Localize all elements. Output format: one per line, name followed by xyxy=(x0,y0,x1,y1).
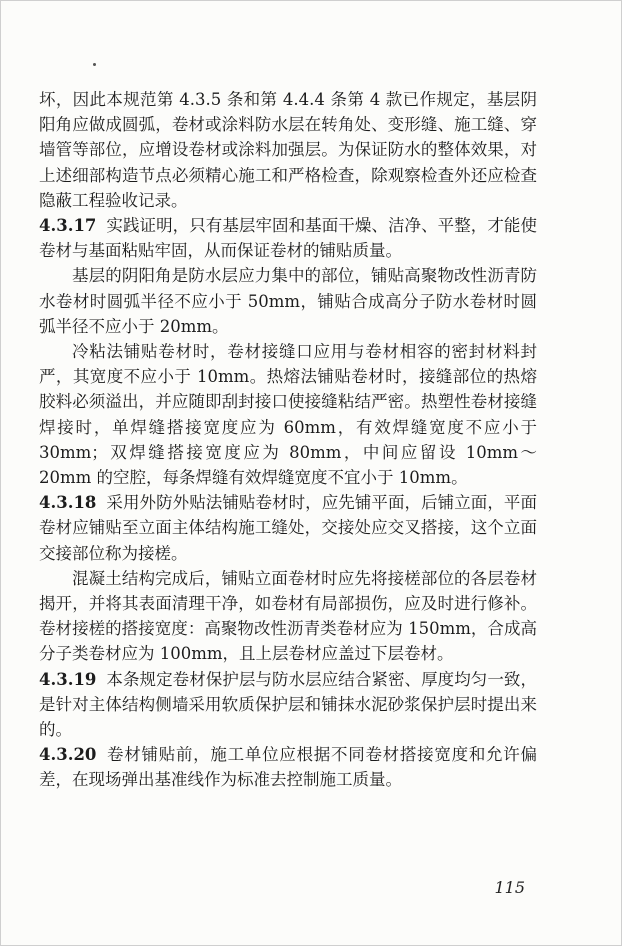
paragraph-text: 实践证明，只有基层牢固和基面干燥、洁净、平整，才能使卷材与基面粘贴牢固，从而保证卷材的铺贴质量。 xyxy=(39,216,537,261)
clause-4-3-19 xyxy=(39,667,537,743)
clause-number: 4.3.17 xyxy=(39,216,97,236)
paragraph-text: 基层的阴阳角是防水层应力集中的部位，铺贴高聚物改性沥青防水卷材时圆弧半径不应小于 50mm，铺贴合成高分子防水卷材时圆弧半径不应小于 20mm。 xyxy=(39,266,537,336)
paragraph-lap-joint xyxy=(39,566,537,667)
clause-number: 4.3.20 xyxy=(39,745,97,765)
paragraph-text: 采用外防外贴法铺贴卷材时，应先铺平面，后铺立面，平面卷材应铺贴至立面主体结构施工缝处，交接处应交叉搭接，这个立面交接部位称为接槎。 xyxy=(39,493,537,563)
page-number: 115 xyxy=(494,878,525,897)
paragraph-continuation xyxy=(39,87,537,213)
paragraph-text: 卷材铺贴前，施工单位应根据不同卷材搭接宽度和允许偏差，在现场弹出基准线作为标准去控制施工质量。 xyxy=(39,745,537,790)
clause-4-3-17 xyxy=(39,213,537,263)
paragraph-text: 本条规定卷材保护层与防水层应结合紧密、厚度均匀一致，是针对主体结构侧墙采用软质保护层和铺抹水泥砂浆保护层时提出来的。 xyxy=(39,669,537,740)
clause-number: 4.3.18 xyxy=(39,493,97,513)
ink-dot xyxy=(93,63,96,66)
clause-number: 4.3.19 xyxy=(39,669,97,689)
clause-4-3-20 xyxy=(39,742,537,792)
body-text xyxy=(39,87,537,793)
paragraph-text: 混凝土结构完成后，铺贴立面卷材时应先将接槎部位的各层卷材揭开，并将其表面清理干净，如卷材有局部损伤，应及时进行修补。卷材接槎的搭接宽度：高聚物改性沥青类卷材应为 150mm，合成高分子类卷材应为 100mm，且上层卷材应盖过下层卷材。 xyxy=(39,568,537,664)
paragraph-text: 冷粘法铺贴卷材时，卷材接缝口应用与卷材相容的密封材料封严，其宽度不应小于 10mm。热熔法铺贴卷材时，接缝部位的热熔胶料必须溢出，并应随即刮封接口使接缝粘结严密。热塑性卷材接缝焊接时，单焊缝搭接宽度应为 60mm，有效焊缝宽度不应小于 30mm；双焊缝搭接宽度应为 80mm，中间应留设 10mm～20mm 的空腔，每条焊缝有效焊缝宽度不宜小于 10mm。 xyxy=(39,342,537,488)
paragraph-seam-methods xyxy=(39,339,537,490)
paragraph-corner-radius xyxy=(39,263,537,339)
clause-4-3-18 xyxy=(39,490,537,566)
paragraph-text: 坏，因此本规范第 4.3.5 条和第 4.4.4 条第 4 款已作规定，基层阴阳角应做成圆弧，卷材或涂料防水层在转角处、变形缝、施工缝、穿墙管等部位，应增设卷材或涂料加强层。为保证防水的整体效果，对上述细部构造节点必须精心施工和严格检查，除观察检查外还应检查隐蔽工程验收记录。 xyxy=(39,90,537,210)
